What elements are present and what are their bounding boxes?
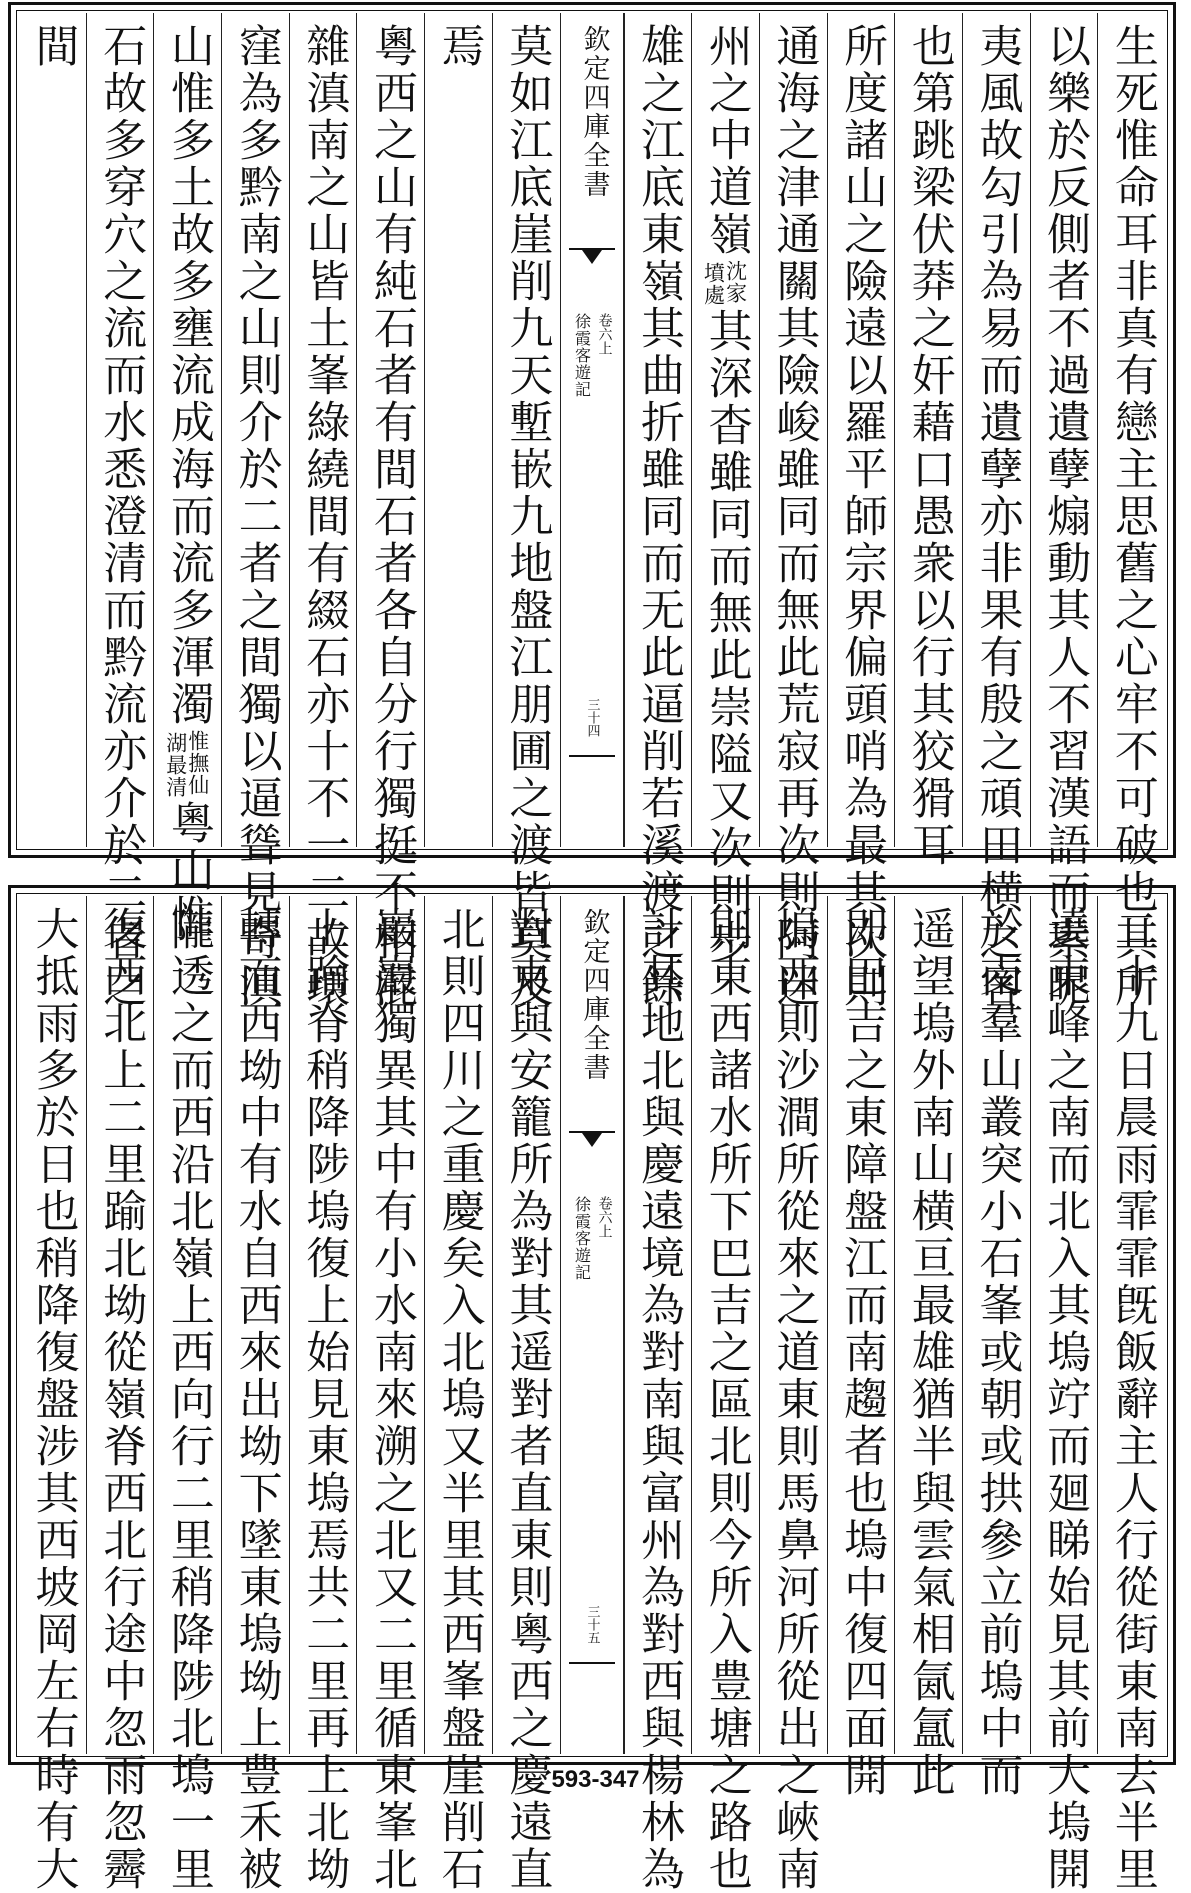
column-text: 塢西則沙澗所從來之道東則馬鼻河所從出之峽南 (768, 906, 820, 1893)
text-column (624, 896, 692, 1893)
column-text: 巖巖獨異其中有小水南來溯之北又二里循東峯北 (365, 906, 417, 1893)
column-text: 其深杳雖同而無此崇隘又次則步 (700, 308, 752, 966)
text-column (827, 896, 895, 1799)
text-column (86, 13, 154, 1010)
margin-title: 徐霞客遊記 (572, 313, 592, 398)
column-text: 上踰脊稍降陟塢復上始見東塢焉共二里再上北坳 (298, 906, 350, 1893)
text-column (962, 896, 1030, 1799)
column-text: 隴透之而西沿北嶺上西向行二里稍降陟北塢一里 (162, 906, 214, 1893)
column-text: 北則四川之重慶矣入北塢又半里其西峯盤崖削石 (433, 906, 485, 1893)
top-page-columns (19, 13, 1165, 1010)
fishtail-mark (569, 248, 615, 300)
text-column (424, 896, 492, 1893)
text-column (221, 896, 289, 1893)
column-text: 州之中道嶺 (700, 23, 752, 258)
column-text: 所度諸山之險遠以羅平師宗界偏頭哨為最其次則 (836, 23, 888, 1010)
column-text: 計其地北與慶遠境為對南與富州為對西與楊林為 (633, 906, 685, 1893)
text-column (492, 13, 560, 1010)
margin-volume: 卷六上 (596, 1196, 613, 1238)
column-text: 雄之江底東嶺其曲折雖同而无此逼削若溪渡之餘 (633, 23, 685, 1010)
text-column (1097, 13, 1165, 1010)
note-left: 墳處 (701, 262, 726, 306)
mixed-column (700, 23, 752, 966)
column-text: 雜滇南之山皆土峯綠繞間有綴石亦十不一二故環 (298, 23, 350, 1010)
margin-header: 欽定四庫全書 (578, 25, 610, 199)
column-text: 粵西之山有純石者有間石者各自分行獨挺不相混 (365, 23, 417, 1010)
column-text: 則東西諸水所下巴吉之區北則今所入豊塘之路也 (700, 906, 752, 1893)
margin-title: 徐霞客遊記 (572, 1196, 592, 1281)
note-right: 沈家 (723, 260, 748, 304)
text-column (221, 13, 289, 1010)
note-right: 惟撫仙 (185, 730, 210, 796)
column-text: 以樂於反側者不過遺孽煽動其人不習漢語而素昵 (1039, 23, 1091, 1010)
column-text: 間 (27, 23, 79, 70)
column-text: 也第跳梁伏莽之奸藉口愚衆以行其狡猾耳 (903, 23, 955, 869)
text-column (356, 896, 424, 1893)
column-text: 大抵雨多於日也稍降復盤涉其西坡岡左右時有大 (27, 906, 79, 1893)
center-margin (560, 896, 624, 1754)
margin-volume: 卷六上 (596, 313, 613, 355)
text-column (759, 896, 827, 1893)
text-column (624, 13, 692, 1010)
top-page (8, 2, 1176, 1010)
text-column (153, 896, 221, 1893)
margin-rule (569, 1662, 615, 1664)
column-text: 通海之津通關其險峻雖同而無此荒寂再次則阿迷 (768, 23, 820, 1010)
column-text: 於南羣山叢突小石峯或朝或拱參立前塢中而 (971, 906, 1023, 1799)
column-text: 二十九日晨雨霏霏旣飯辭主人行從街東南去半里 (1106, 906, 1158, 1893)
text-column (1097, 896, 1165, 1893)
text-column (1030, 896, 1098, 1893)
column-text: 遥望塢外南山横亘最雄猶半與雲氣相氤氲此 (903, 906, 955, 1799)
column-text: 窪為多黔南之山則介於二者之間獨以逼聳見奇滇 (230, 23, 282, 1010)
text-column (691, 896, 759, 1893)
column-text: 莫如江底崖削九天塹嵌九地盤江朋圃之渡皆莫及 (501, 23, 553, 1010)
text-column (691, 13, 759, 966)
margin-rule (569, 755, 615, 757)
column-text: 生死惟命耳非真有戀主思舊之心牢不可破也其所 (1106, 23, 1158, 1010)
text-column (289, 13, 357, 1010)
column-text: 山惟多土故多壅流成海而流多渾濁 (162, 23, 214, 728)
note-left: 湖最清 (163, 732, 188, 798)
text-column (153, 13, 221, 941)
column-text: 石故多穿穴之流而水悉澄清而黔流亦介於二者之 (95, 23, 147, 1010)
column-text: 遶東峰之南而北入其塢竚而廻睇始見其前大塢開 (1039, 906, 1091, 1893)
text-column (356, 13, 424, 1010)
column-text: 即巴吉之東障盤江而南趨者也塢中復四面開 (836, 906, 888, 1799)
text-column (894, 896, 962, 1799)
column-text: 夷風故勾引為易而遺孽亦非果有殷之頑田横之客 (971, 23, 1023, 1010)
folio-number: 三十五 (584, 1605, 600, 1644)
column-text: 轉而西坳中有水自西來出坳下墜東塢坳上豊禾被 (230, 906, 282, 1893)
column-text: 焉 (433, 23, 485, 70)
text-column (759, 13, 827, 1010)
column-text: 復西北上二里踰北坳從嶺脊西北行途中忽雨忽霽 (95, 906, 147, 1893)
page-number-footer: 593-347 (551, 1766, 640, 1793)
text-column (827, 13, 895, 1010)
text-column (962, 13, 1030, 1010)
margin-header: 欽定四庫全書 (578, 908, 610, 1082)
text-column (894, 13, 962, 869)
center-margin (560, 13, 624, 847)
text-column (424, 13, 492, 847)
column-text: 對東與安籠所為對其遥對者直東則粵西之慶遠直 (501, 906, 553, 1893)
text-column (492, 896, 560, 1893)
text-column (86, 896, 154, 1893)
interlinear-note (163, 730, 210, 798)
text-column (19, 13, 86, 847)
text-column (1030, 13, 1098, 1010)
column-text: 粵山惟 (162, 800, 214, 941)
interlinear-note (701, 260, 748, 306)
text-column (19, 896, 86, 1893)
folio-number: 三十四 (584, 698, 600, 737)
mixed-column (162, 23, 214, 941)
fishtail-mark (569, 1131, 615, 1183)
text-column (289, 896, 357, 1893)
